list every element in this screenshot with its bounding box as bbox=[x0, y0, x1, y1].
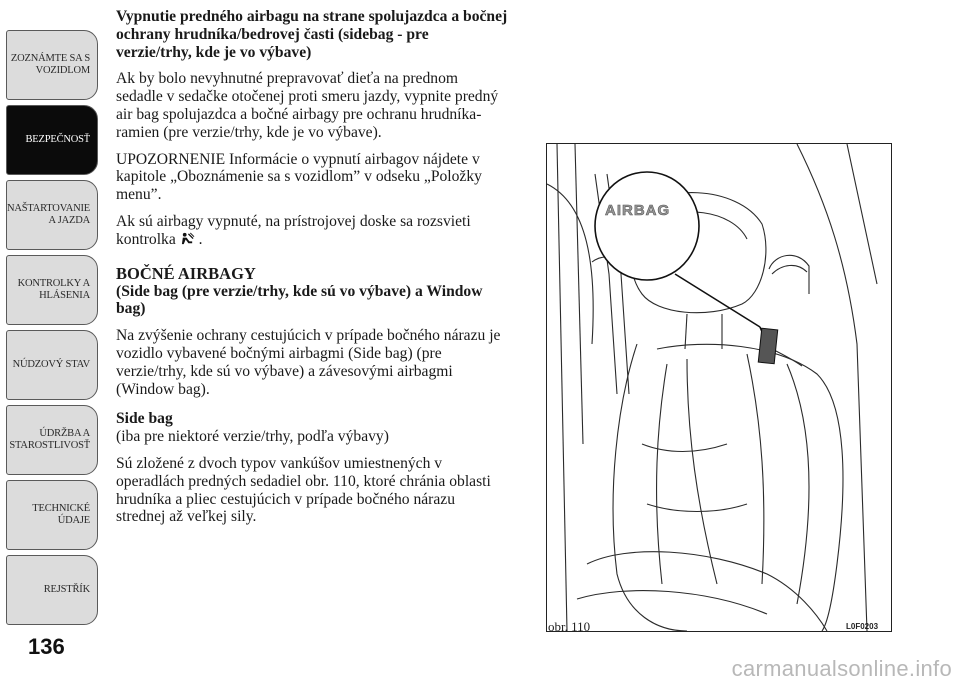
seat-airbag-illustration bbox=[546, 143, 892, 632]
airbag-callout-circle bbox=[595, 172, 699, 280]
airbag-label: AIRBAG bbox=[605, 202, 671, 219]
seat-line-drawing bbox=[547, 144, 891, 631]
figure-code: L0F0203 bbox=[846, 622, 879, 631]
tab-label: NAŠTARTOVANIE A JAZDA bbox=[6, 203, 90, 226]
paragraph-side-impact: Na zvýšenie ochrany cestujúcich v prípade bočného nárazu je vozidlo vybavené bočnými airbagmi (Side bag) (pre verzie/trhy, kde sú vo výbave) a závesovými airbagmi (Window bag). bbox=[116, 327, 501, 398]
manual-text-column bbox=[116, 8, 508, 535]
airbag-off-warning-icon bbox=[180, 232, 195, 246]
sidebag-label-tag bbox=[758, 328, 777, 363]
paragraph-text-end: . bbox=[198, 230, 203, 248]
watermark: carmanualsonline.info bbox=[731, 656, 952, 681]
tab-label: ZOZNÁMTE SA S VOZIDLOM bbox=[10, 53, 90, 76]
tab-nudzovy-stav[interactable] bbox=[6, 330, 98, 400]
subheading-side-window-bag: (Side bag (pre verzie/trhy, kde sú vo výbave) a Window bag) bbox=[116, 282, 483, 318]
heading-side-airbags: BOČNÉ AIRBAGY bbox=[116, 263, 256, 283]
paragraph-child-seat: Ak by bolo nevyhnutné prepravovať dieťa na prednom sedadle v sedačke otočenej proti smeru jazdy, vypnite predný air bag spolujazdca a bočné airbagy pre ochranu hrudníka-ramien (pre verzie/trhy, kde je vo výbave). bbox=[116, 70, 499, 141]
figure-caption: obr. 110 bbox=[548, 619, 591, 634]
tab-nastartovanie-a-jazda[interactable] bbox=[6, 180, 98, 250]
tab-bezpecnost[interactable] bbox=[6, 105, 98, 175]
tab-kontrolky-a-hlasenia[interactable] bbox=[6, 255, 98, 325]
tab-technicke-udaje[interactable] bbox=[6, 480, 98, 550]
tab-label: TECHNICKÉ ÚDAJE bbox=[32, 503, 90, 526]
paragraph-sidebag-description: Sú zložené z dvoch typov vankúšov umiestnených v operadlách predných sedadiel obr. 110, ktoré chránia oblasti hrudníka a pliec cestujúcich v prípade bočného nárazu strednej až veľkej sily. bbox=[116, 454, 491, 526]
sidebag-note: (iba pre niektoré verzie/trhy, podľa výbavy) bbox=[116, 428, 389, 446]
tab-label: BEZPEČNOSŤ bbox=[25, 134, 90, 145]
tab-udrzba-a-starostlivost[interactable] bbox=[6, 405, 98, 475]
page-number: 136 bbox=[28, 634, 65, 659]
tab-label: NÚDZOVÝ STAV bbox=[12, 359, 90, 370]
tab-label: KONTROLKY A HLÁSENIA bbox=[17, 278, 90, 301]
tab-label: ÚDRŽBA A STAROSTLIVOSŤ bbox=[9, 428, 90, 451]
tab-zoznamte-sa-s-vozidlom[interactable] bbox=[6, 30, 98, 100]
tab-rejstrik[interactable] bbox=[6, 555, 98, 625]
sidebag-title: Side bag bbox=[116, 410, 173, 428]
paragraph-warning: UPOZORNENIE Informácie o vypnutí airbagov nájdete v kapitole „Oboznámenie sa s vozidlom” v odseku „Položky menu”. bbox=[116, 150, 482, 204]
paragraph-warning-light bbox=[116, 213, 508, 249]
tab-label: REJSTŘÍK bbox=[43, 584, 90, 595]
paragraph-text: Ak sú airbagy vypnuté, na prístrojovej doske sa rozsvieti kontrolka bbox=[116, 212, 471, 248]
section-title: Vypnutie predného airbagu na strane spolujazdca a bočnej ochrany hrudníka/bedrovej časti (sidebag - pre verzie/trhy, kde je vo výbave) bbox=[116, 8, 508, 61]
